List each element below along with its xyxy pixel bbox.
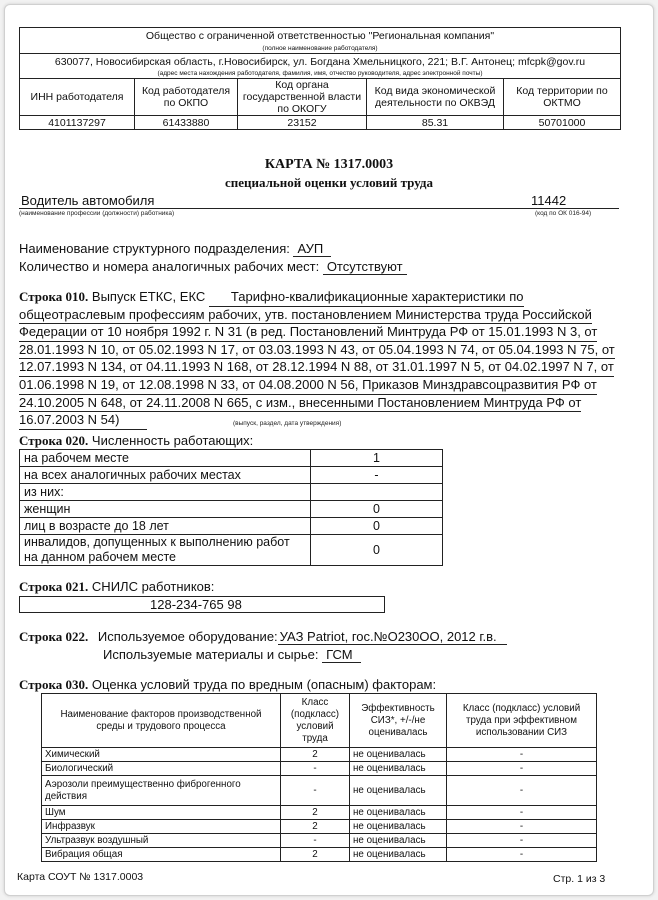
row-020-table (19, 449, 443, 566)
row-010-line-3: Федерации от 10 ноября 1992 г. N 31 (в ред. Постановлений Минтруда РФ от 15.01.1993 N 3, от (19, 324, 597, 342)
row-021-label: Строка 021. (19, 579, 89, 594)
row-010-line-5: 12.07.1993 N 134, от 04.11.1993 N 168, от 28.12.1994 N 88, от 31.01.1997 N 5, от 04.02.1997 N 7, от (19, 359, 614, 377)
row-030-table (41, 693, 597, 862)
table-row (20, 518, 443, 535)
factor-name: Аэрозоли преимущественно фиброгенного действия (42, 776, 281, 806)
materials-value: ГСМ (322, 647, 361, 663)
factor-efficiency: не оценивалась (350, 848, 447, 862)
row-020-value: 0 (311, 518, 443, 535)
factor-name: Вибрация общая (42, 848, 281, 862)
factor-efficiency: не оценивалась (350, 834, 447, 848)
card-title: КАРТА № 1317.0003 (264, 157, 394, 172)
row-022-equipment (19, 629, 507, 645)
row-010-prefix: Выпуск ЕТКС, ЕКС (91, 289, 206, 304)
row-020-name: на всех аналогичных рабочих местах (20, 467, 311, 484)
row-020-name: женщин (20, 501, 311, 518)
row-020-heading (19, 433, 253, 449)
table-row (42, 848, 597, 862)
factor-efficiency: не оценивалась (350, 776, 447, 806)
codes-header-okpo: Код работодателя по ОКПО (135, 79, 238, 116)
row-010-label: Строка 010. (19, 289, 89, 304)
table-row (42, 762, 597, 776)
row-010-line-8: 16.07.2003 N 54) (19, 412, 147, 430)
codes-header-okogu: Код органа государственной власти по ОКОГУ (238, 79, 367, 116)
codes-value-inn: 4101137297 (20, 116, 135, 130)
factor-class: 2 (281, 748, 350, 762)
factor-efficiency: не оценивалась (350, 820, 447, 834)
codes-value-oktmo: 50701000 (504, 116, 621, 130)
row-020-name: из них: (20, 484, 311, 501)
row-021-heading (19, 579, 214, 595)
snils-value: 128-234-765 98 (150, 597, 242, 612)
factor-efficiency: не оценивалась (350, 806, 447, 820)
profession-line (19, 193, 619, 209)
row-020-name: инвалидов, допущенных к выполнению работ на данном рабочем месте (20, 535, 311, 566)
department-label: Наименование структурного подразделения: (19, 241, 290, 256)
row-030-label: Строка 030. (19, 677, 89, 692)
footer-page-number: Стр. 1 из 3 (553, 873, 606, 885)
row-020-title: Численность работающих: (91, 433, 254, 448)
profession-code: 11442 (531, 193, 567, 208)
table-row (20, 450, 443, 467)
factor-class: 2 (281, 806, 350, 820)
card-subtitle: специальной оценки условий труда (225, 175, 433, 190)
factor-class: - (281, 834, 350, 848)
codes-value-okogu: 23152 (238, 116, 367, 130)
org-name: Общество с ограниченной ответственностью "Региональная компания" (20, 28, 621, 45)
row-020-value: 1 (311, 450, 443, 467)
equipment-value: УАЗ Patriot, гос.№О230ОО, 2012 г.в. (278, 629, 507, 645)
factor-name: Инфразвук (42, 820, 281, 834)
row-010-caption: (выпуск, раздел, дата утверждения) (233, 420, 342, 427)
row-020-value: - (311, 467, 443, 484)
factor-class: 2 (281, 820, 350, 834)
org-address: 630077, Новосибирская область, г.Новосибирск, ул. Богдана Хмельницкого, 221; В.Г. Антонец; mfcpk@gov.ru (20, 54, 621, 70)
snils-box (19, 596, 385, 613)
table-row (42, 776, 597, 806)
department-value: АУП (293, 241, 331, 257)
row-010-line-1: Тарифно-квалификационные характеристики по (209, 289, 524, 307)
factor-name: Химический (42, 748, 281, 762)
factor-siz-class: - (447, 806, 597, 820)
organization-table (19, 27, 621, 130)
profession-name: Водитель автомобиля (21, 193, 155, 208)
factor-siz-class: - (447, 834, 597, 848)
org-address-caption: (адрес места нахождения работодателя, фамилия, имя, отчество руководителя, адрес электронной почты) (20, 69, 621, 79)
codes-value-okved: 85.31 (367, 116, 504, 130)
document-page (4, 4, 654, 896)
similar-places-value: Отсутствуют (323, 259, 407, 275)
table-row (20, 484, 443, 501)
factor-siz-class: - (447, 762, 597, 776)
factor-siz-class: - (447, 776, 597, 806)
org-name-caption: (полное наименование работодателя) (20, 44, 621, 54)
row-020-value: 0 (311, 535, 443, 566)
table-row (20, 535, 443, 566)
factor-efficiency: не оценивалась (350, 762, 447, 776)
factor-class: 2 (281, 848, 350, 862)
efficiency-header: Эффективность СИЗ*, +/-/не оценивалась (350, 694, 447, 748)
table-row (42, 820, 597, 834)
factor-siz-class: - (447, 748, 597, 762)
row-021-title: СНИЛС работников: (91, 579, 215, 594)
row-010-line-7: 24.10.2005 N 648, от 24.11.2008 N 665, с изм., внесенными Постановлением Минтруда РФ от (19, 395, 581, 413)
similar-places-label: Количество и номера аналогичных рабочих мест: (19, 259, 320, 274)
row-020-value (311, 484, 443, 501)
table-header-row (42, 694, 597, 748)
row-020-name: лиц в возрасте до 18 лет (20, 518, 311, 535)
codes-header-inn: ИНН работодателя (20, 79, 135, 116)
class-header: Класс (подкласс) условий труда (281, 694, 350, 748)
factor-class: - (281, 776, 350, 806)
factor-name: Ультразвук воздушный (42, 834, 281, 848)
equipment-label: Используемое оборудование: (97, 629, 278, 644)
row-030-title: Оценка условий труда по вредным (опасным) факторам: (91, 677, 437, 692)
profession-name-caption: (наименование профессии (должности) работника) (19, 210, 175, 217)
table-row (42, 806, 597, 820)
row-020-name: на рабочем месте (20, 450, 311, 467)
factor-class: - (281, 762, 350, 776)
table-row (20, 501, 443, 518)
codes-header-okved: Код вида экономической деятельности по ОКВЭД (367, 79, 504, 116)
row-010-line-2: общеотраслевым профессиям рабочих, утв. постановлением Министерства труда Российской (19, 307, 592, 325)
factor-siz-class: - (447, 820, 597, 834)
row-022-label: Строка 022. (19, 629, 89, 644)
row-010-line-6: 01.06.1998 N 19, от 12.08.1998 N 33, от 04.08.2000 N 56, Приказов Минздравсоцразвития РФ от (19, 377, 597, 395)
row-030-heading (19, 677, 436, 693)
siz-class-header: Класс (подкласс) условий труда при эффективном использовании СИЗ (447, 694, 597, 748)
factor-efficiency: не оценивалась (350, 748, 447, 762)
row-020-label: Строка 020. (19, 433, 89, 448)
row-020-value: 0 (311, 501, 443, 518)
department-row (19, 241, 331, 257)
table-row (42, 748, 597, 762)
factor-header: Наименование факторов производственной среды и трудового процесса (42, 694, 281, 748)
profession-code-caption: (код по ОК 016-94) (535, 210, 592, 217)
footer-card-number: Карта СОУТ № 1317.0003 (17, 871, 144, 883)
row-022-materials (103, 647, 361, 663)
materials-label: Используемые материалы и сырье: (103, 647, 319, 662)
table-row (20, 467, 443, 484)
factor-name: Биологический (42, 762, 281, 776)
table-row (42, 834, 597, 848)
row-010-line-4: 28.01.1993 N 10, от 05.02.1993 N 17, от 03.03.1993 N 43, от 05.04.1993 N 74, от 05.04.1993 N 75, от (19, 342, 615, 360)
similar-places-row (19, 259, 407, 275)
factor-name: Шум (42, 806, 281, 820)
factor-siz-class: - (447, 848, 597, 862)
codes-header-oktmo: Код территории по ОКТМО (504, 79, 621, 116)
row-010 (19, 289, 639, 430)
codes-value-okpo: 61433880 (135, 116, 238, 130)
